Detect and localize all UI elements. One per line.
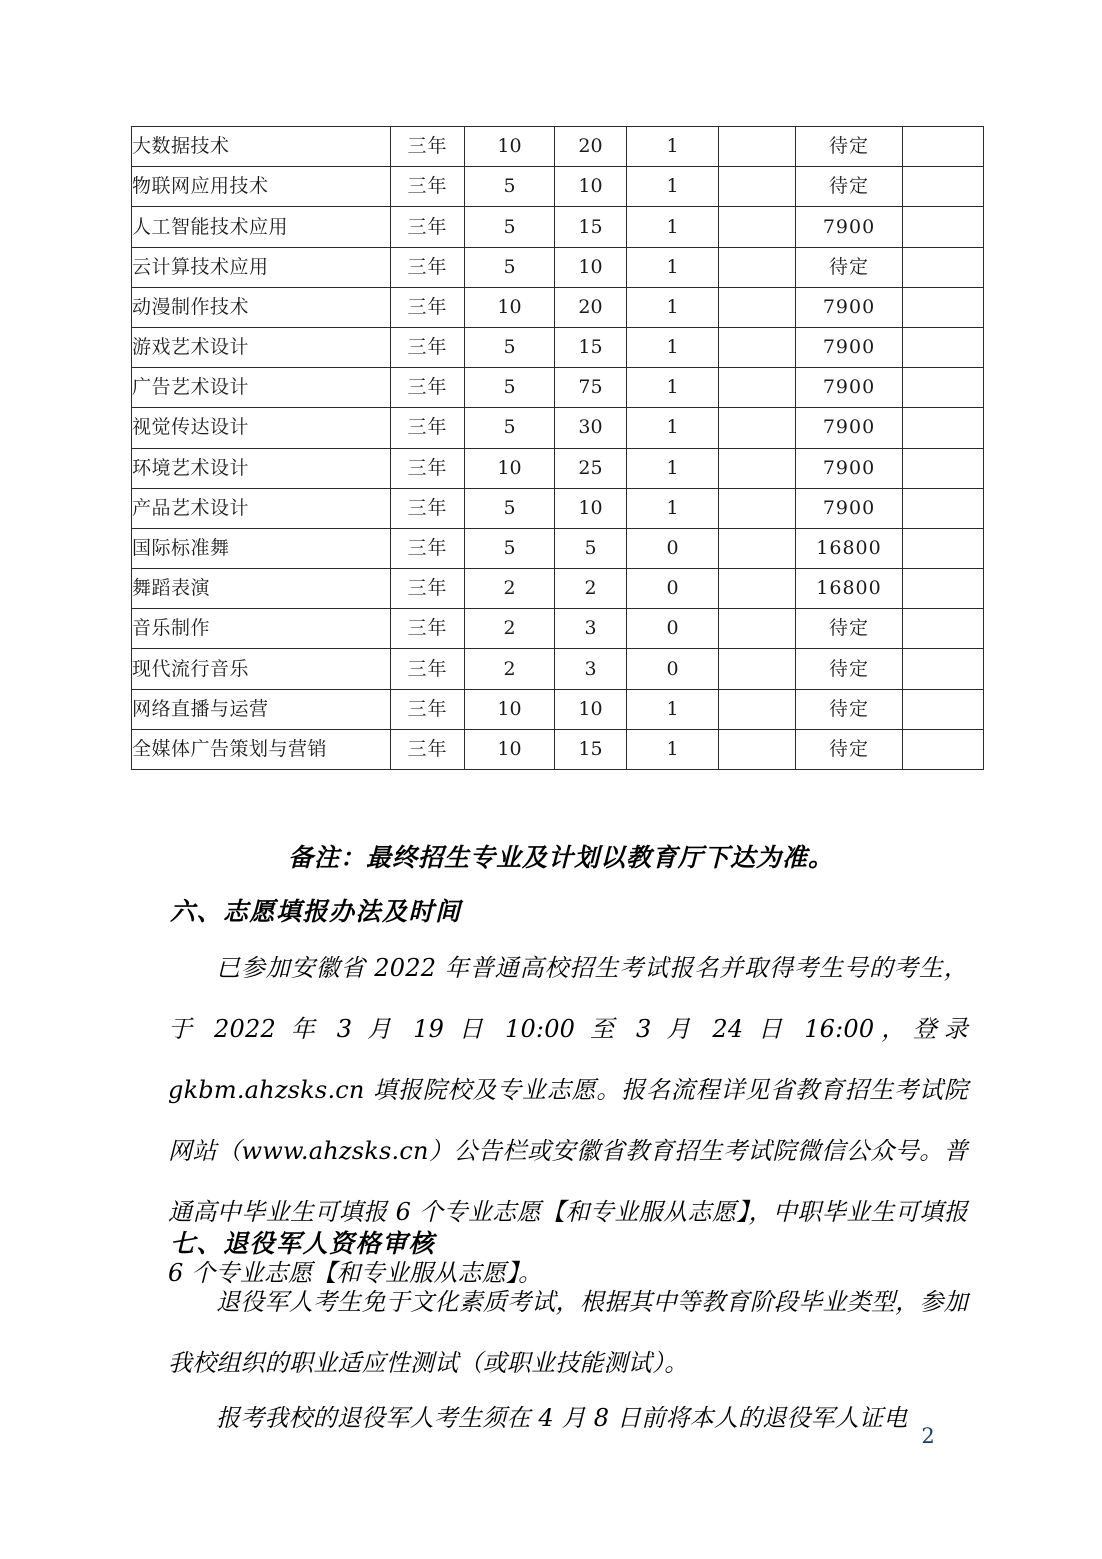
table-row	[132, 729, 984, 769]
cell-plan-general: 5	[465, 247, 555, 287]
cell-major: 现代流行音乐	[132, 649, 391, 689]
cell-plan-vocational: 10	[555, 247, 627, 287]
cell-blank	[719, 287, 796, 327]
cell-plan-general: 5	[465, 207, 555, 247]
cell-tuition-fee: 16800	[796, 528, 903, 568]
cell-tuition-fee: 7900	[796, 287, 903, 327]
cell-plan-general: 2	[465, 649, 555, 689]
cell-blank	[719, 167, 796, 207]
cell-plan-veteran: 0	[627, 569, 719, 609]
cell-tuition-fee: 待定	[796, 649, 903, 689]
cell-tail	[903, 649, 984, 689]
cell-plan-general: 10	[465, 287, 555, 327]
cell-plan-vocational: 20	[555, 127, 627, 167]
section-heading-six: 六、志愿填报办法及时间	[170, 897, 462, 926]
enrollment-plan-table-container	[131, 126, 969, 770]
cell-plan-general: 10	[465, 448, 555, 488]
cell-major: 全媒体广告策划与营销	[132, 729, 391, 769]
cell-plan-veteran: 1	[627, 368, 719, 408]
cell-tail	[903, 609, 984, 649]
table-note: 备注：最终招生专业及计划以教育厅下达为准。	[287, 843, 834, 872]
cell-plan-veteran: 1	[627, 448, 719, 488]
cell-years: 三年	[391, 488, 465, 528]
cell-tuition-fee: 7900	[796, 488, 903, 528]
table-row	[132, 528, 984, 568]
paragraph-volunteer-application: 已参加安徽省 2022 年普通高校招生考试报名并取得考生号的考生，于 2022 年 3 月 19 日 10:00 至 3 月 24 日 16:00，登录 gkbm.ahzsks.cn 填报院校及专业志愿。报名流程详见省教育招生考试院网站（www.ahzsks.cn）公告栏或安徽省教育招生考试院微信公众号。普通高中毕业生可填报 6 个专业志愿【和专业服从志愿】，中职毕业生可填报 6 个专业志愿【和专业服从志愿】。	[168, 954, 968, 1287]
cell-plan-vocational: 15	[555, 729, 627, 769]
cell-plan-vocational: 10	[555, 689, 627, 729]
cell-years: 三年	[391, 327, 465, 367]
cell-major: 产品艺术设计	[132, 488, 391, 528]
cell-plan-vocational: 30	[555, 408, 627, 448]
cell-blank	[719, 408, 796, 448]
cell-tail	[903, 247, 984, 287]
cell-tail	[903, 167, 984, 207]
cell-years: 三年	[391, 207, 465, 247]
cell-blank	[719, 729, 796, 769]
cell-major: 舞蹈表演	[132, 569, 391, 609]
cell-plan-veteran: 1	[627, 167, 719, 207]
cell-major: 人工智能技术应用	[132, 207, 391, 247]
cell-blank	[719, 609, 796, 649]
table-row	[132, 649, 984, 689]
cell-years: 三年	[391, 167, 465, 207]
cell-plan-vocational: 15	[555, 207, 627, 247]
cell-plan-general: 5	[465, 368, 555, 408]
table-row	[132, 408, 984, 448]
cell-blank	[719, 689, 796, 729]
cell-plan-veteran: 1	[627, 488, 719, 528]
cell-plan-veteran: 1	[627, 689, 719, 729]
paragraph-veteran-exam-exemption: 退役军人考生免于文化素质考试，根据其中等教育阶段毕业类型，参加我校组织的职业适应性测试（或职业技能测试）。	[168, 1288, 968, 1377]
cell-tail	[903, 569, 984, 609]
cell-blank	[719, 528, 796, 568]
table-row	[132, 569, 984, 609]
table-row	[132, 127, 984, 167]
cell-tail	[903, 408, 984, 448]
table-row	[132, 207, 984, 247]
cell-tuition-fee: 待定	[796, 729, 903, 769]
page-number: 2	[921, 1424, 935, 1448]
cell-tuition-fee: 7900	[796, 368, 903, 408]
cell-tail	[903, 729, 984, 769]
cell-plan-vocational: 75	[555, 368, 627, 408]
cell-years: 三年	[391, 729, 465, 769]
cell-years: 三年	[391, 408, 465, 448]
cell-major: 环境艺术设计	[132, 448, 391, 488]
cell-tuition-fee: 待定	[796, 609, 903, 649]
table-body	[132, 127, 984, 770]
table-row	[132, 448, 984, 488]
cell-plan-veteran: 1	[627, 287, 719, 327]
cell-plan-vocational: 10	[555, 488, 627, 528]
enrollment-plan-table	[131, 126, 984, 770]
cell-major: 视觉传达设计	[132, 408, 391, 448]
cell-blank	[719, 127, 796, 167]
section-heading-seven: 七、退役军人资格审核	[170, 1229, 436, 1258]
cell-tuition-fee: 待定	[796, 167, 903, 207]
cell-tail	[903, 528, 984, 568]
cell-plan-veteran: 0	[627, 528, 719, 568]
table-row	[132, 327, 984, 367]
cell-tuition-fee: 待定	[796, 127, 903, 167]
cell-plan-general: 2	[465, 569, 555, 609]
table-row	[132, 689, 984, 729]
cell-years: 三年	[391, 247, 465, 287]
cell-plan-veteran: 1	[627, 327, 719, 367]
cell-plan-veteran: 1	[627, 729, 719, 769]
cell-major: 网络直播与运营	[132, 689, 391, 729]
cell-major: 云计算技术应用	[132, 247, 391, 287]
cell-plan-general: 10	[465, 127, 555, 167]
cell-major: 国际标准舞	[132, 528, 391, 568]
cell-tuition-fee: 16800	[796, 569, 903, 609]
cell-blank	[719, 207, 796, 247]
cell-plan-general: 5	[465, 408, 555, 448]
cell-tail	[903, 207, 984, 247]
cell-plan-veteran: 1	[627, 247, 719, 287]
cell-years: 三年	[391, 689, 465, 729]
cell-blank	[719, 569, 796, 609]
cell-plan-veteran: 0	[627, 649, 719, 689]
cell-tail	[903, 287, 984, 327]
table-row	[132, 609, 984, 649]
cell-years: 三年	[391, 368, 465, 408]
cell-plan-general: 5	[465, 528, 555, 568]
cell-major: 动漫制作技术	[132, 287, 391, 327]
table-row	[132, 167, 984, 207]
cell-tuition-fee: 7900	[796, 408, 903, 448]
cell-plan-vocational: 5	[555, 528, 627, 568]
table-row	[132, 287, 984, 327]
cell-plan-vocational: 15	[555, 327, 627, 367]
cell-blank	[719, 327, 796, 367]
paragraph-veteran-certificate: 报考我校的退役军人考生须在 4 月 8 日前将本人的退役军人证电	[216, 1404, 908, 1432]
cell-plan-vocational: 10	[555, 167, 627, 207]
cell-tuition-fee: 待定	[796, 689, 903, 729]
cell-years: 三年	[391, 528, 465, 568]
cell-years: 三年	[391, 569, 465, 609]
cell-plan-general: 5	[465, 488, 555, 528]
table-row	[132, 247, 984, 287]
cell-plan-veteran: 1	[627, 127, 719, 167]
cell-major: 音乐制作	[132, 609, 391, 649]
cell-major: 大数据技术	[132, 127, 391, 167]
cell-blank	[719, 649, 796, 689]
cell-plan-general: 5	[465, 167, 555, 207]
cell-plan-vocational: 25	[555, 448, 627, 488]
cell-tail	[903, 448, 984, 488]
cell-years: 三年	[391, 649, 465, 689]
cell-plan-vocational: 20	[555, 287, 627, 327]
cell-tuition-fee: 7900	[796, 327, 903, 367]
cell-tail	[903, 368, 984, 408]
cell-plan-general: 10	[465, 689, 555, 729]
cell-plan-veteran: 1	[627, 207, 719, 247]
cell-years: 三年	[391, 609, 465, 649]
cell-tail	[903, 488, 984, 528]
cell-plan-general: 2	[465, 609, 555, 649]
cell-blank	[719, 247, 796, 287]
cell-blank	[719, 368, 796, 408]
cell-major: 广告艺术设计	[132, 368, 391, 408]
cell-years: 三年	[391, 127, 465, 167]
table-row	[132, 488, 984, 528]
cell-plan-vocational: 3	[555, 609, 627, 649]
cell-plan-veteran: 1	[627, 408, 719, 448]
cell-plan-general: 10	[465, 729, 555, 769]
cell-tuition-fee: 7900	[796, 207, 903, 247]
cell-major: 游戏艺术设计	[132, 327, 391, 367]
cell-years: 三年	[391, 287, 465, 327]
cell-tail	[903, 327, 984, 367]
cell-plan-vocational: 2	[555, 569, 627, 609]
cell-blank	[719, 488, 796, 528]
cell-major: 物联网应用技术	[132, 167, 391, 207]
cell-blank	[719, 448, 796, 488]
cell-tail	[903, 689, 984, 729]
cell-tuition-fee: 待定	[796, 247, 903, 287]
cell-plan-general: 5	[465, 327, 555, 367]
table-row	[132, 368, 984, 408]
cell-tuition-fee: 7900	[796, 448, 903, 488]
cell-plan-veteran: 0	[627, 609, 719, 649]
cell-tail	[903, 127, 984, 167]
cell-plan-vocational: 3	[555, 649, 627, 689]
cell-years: 三年	[391, 448, 465, 488]
